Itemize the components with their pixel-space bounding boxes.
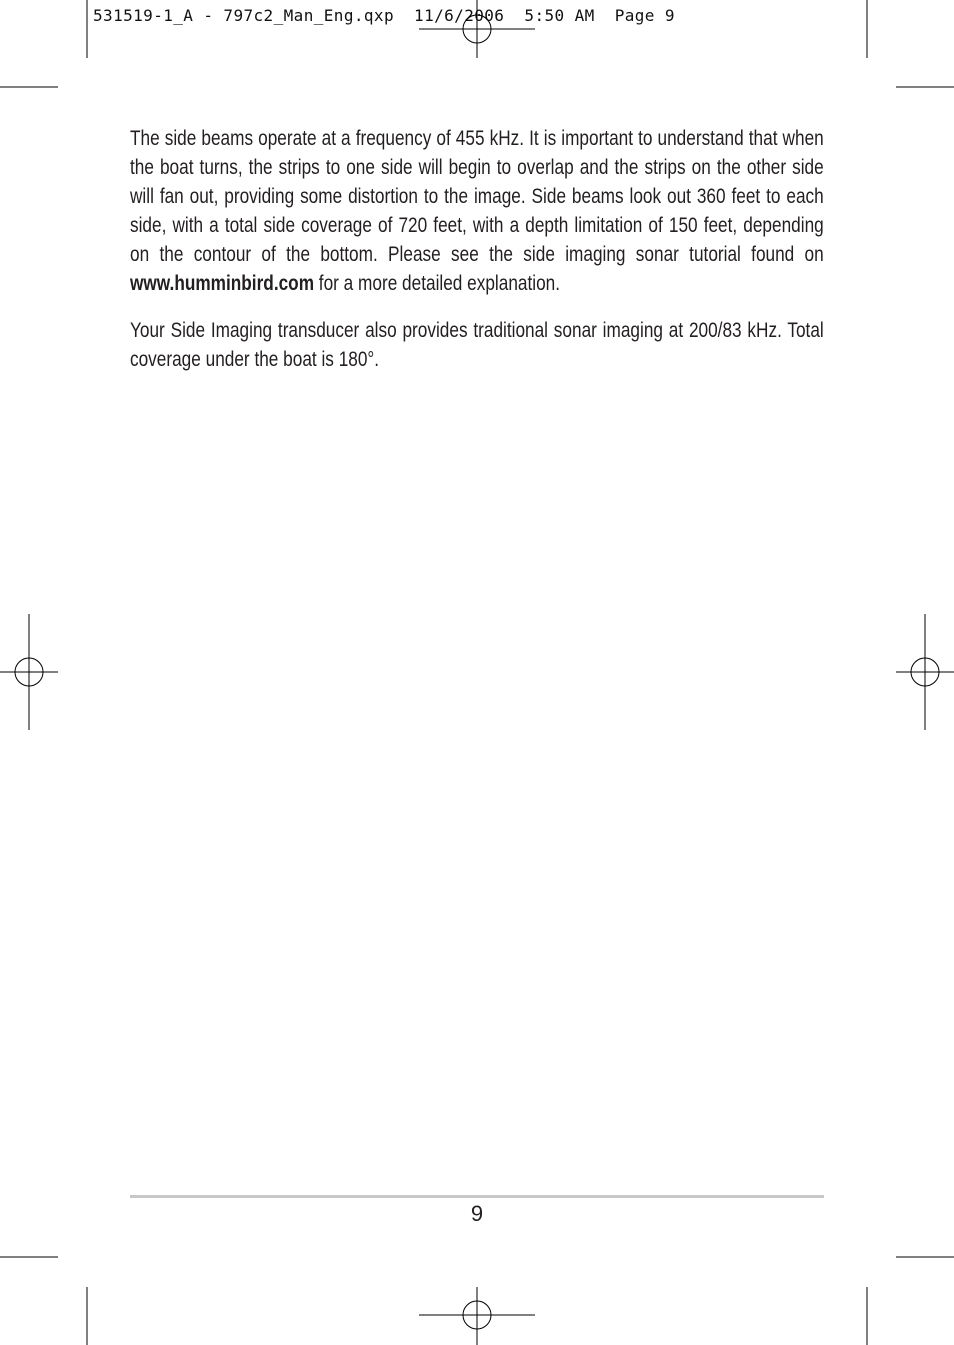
website-link: www.humminbird.com (130, 272, 315, 295)
paragraph-side-beams-tail: for a more detailed explanation. (314, 272, 561, 295)
paragraph-side-beams-text: The side beams operate at a frequency of 455 kHz. It is important to understand that when the boat turns, the strips to one side will begin to overlap and the strips on the other side will fan out, providing some distortion to the image. Side beams look out 360 feet to each side, with a total side coverage of 720 feet, with a depth limitation of 150 feet, depending on the contour of the bottom. Please see the side imaging sonar tutorial found on (130, 127, 824, 266)
page-number: 9 (470, 1201, 484, 1226)
print-slug-line: 531519-1_A - 797c2_Man_Eng.qxp 11/6/2006 5:50 AM Page 9 (93, 6, 675, 25)
footer-divider (130, 1195, 824, 1198)
registration-mark-top (419, 0, 535, 58)
registration-mark-left (0, 614, 58, 730)
page-body (130, 124, 824, 392)
paragraph-side-beams (130, 124, 824, 298)
registration-mark-right (896, 614, 954, 730)
paragraph-traditional-sonar: Your Side Imaging transducer also provides traditional sonar imaging at 200/83 kHz. Total coverage under the boat is 180°. (130, 319, 824, 371)
registration-mark-bottom (419, 1287, 535, 1345)
